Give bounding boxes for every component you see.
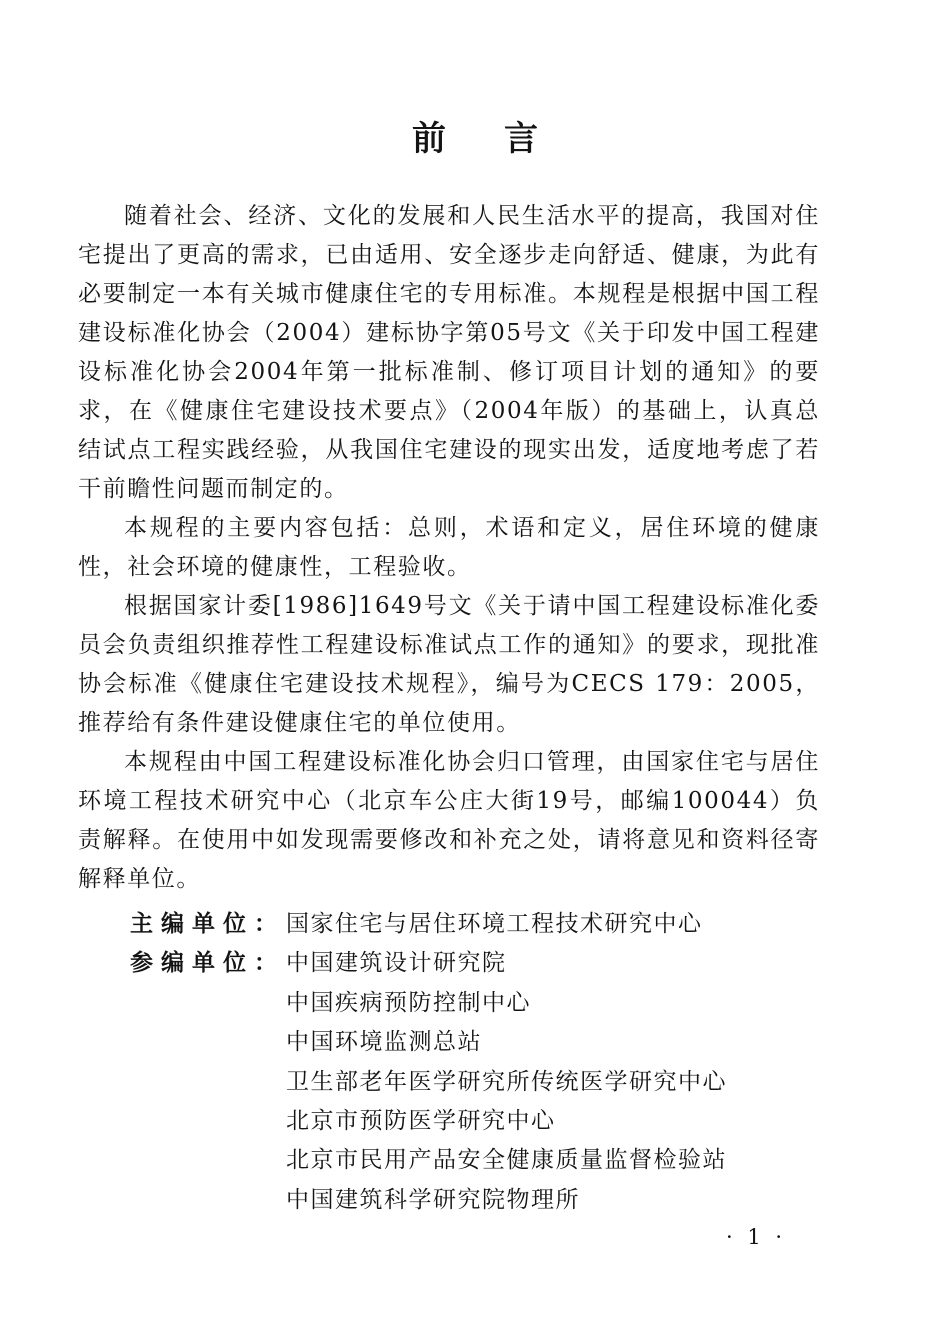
chief-editor-row (130, 905, 727, 944)
chief-editor-value: 国家住宅与居住环境工程技术研究中心 (286, 911, 703, 937)
preface-paragraph-4: 本规程由中国工程建设标准化协会归口管理，由国家住宅与居住环境工程技术研究中心（北京车公庄大街19号，邮编100044）负责解释。在使用中如发现需要修改和补充之处，请将意见和资料径寄解释单位。 (78, 749, 820, 892)
chief-editor-label: 主编单位： (130, 911, 285, 937)
participating-editor-item: 中国疾病预防控制中心 (286, 989, 531, 1016)
preface-paragraph-3: 根据国家计委[1986]1649号文《关于请中国工程建设标准化委员会负责组织推荐性工程建设标准试点工作的通知》的要求，现批准协会标准《健康住宅建设技术规程》，编号为CECS 179：2005，推荐给有条件建设健康住宅的单位使用。 (78, 593, 820, 736)
preface-paragraph-1: 随着社会、经济、文化的发展和人民生活水平的提高，我国对住宅提出了更高的需求，已由适用、安全逐步走向舒适、健康，为此有必要制定一本有关城市健康住宅的专用标准。本规程是根据中国工程建设标准化协会（2004）建标协字第05号文《关于印发中国工程建设标准化协会2004年第一批标准制、修订项目计划的通知》的要求，在《健康住宅建设技术要点》（2004年版）的基础上，认真总结试点工程实践经验，从我国住宅建设的现实出发，适度地考虑了若干前瞻性问题而制定的。 (78, 203, 820, 502)
participating-editor-label: 参编单位： (130, 950, 285, 977)
participating-editor-item: 北京市民用产品安全健康质量监督检验站 (286, 1147, 727, 1174)
page-number: · 1 · (726, 1225, 787, 1249)
participating-editor-item: 中国建筑科学研究院物理所 (286, 1186, 580, 1213)
page-title: 前言 (412, 119, 596, 159)
participating-editor-row (130, 944, 727, 983)
participating-editor-first: 中国建筑设计研究院 (286, 950, 507, 977)
participating-editor-item: 中国环境监测总站 (286, 1029, 482, 1056)
editor-units (130, 905, 727, 1220)
preface-paragraph-2: 本规程的主要内容包括：总则，术语和定义，居住环境的健康性，社会环境的健康性，工程验收。 (78, 515, 820, 580)
participating-editor-item: 北京市预防医学研究中心 (286, 1108, 556, 1135)
participating-editor-list (286, 984, 727, 1220)
preface-body (78, 197, 820, 899)
participating-editor-item: 卫生部老年医学研究所传统医学研究中心 (286, 1068, 727, 1095)
